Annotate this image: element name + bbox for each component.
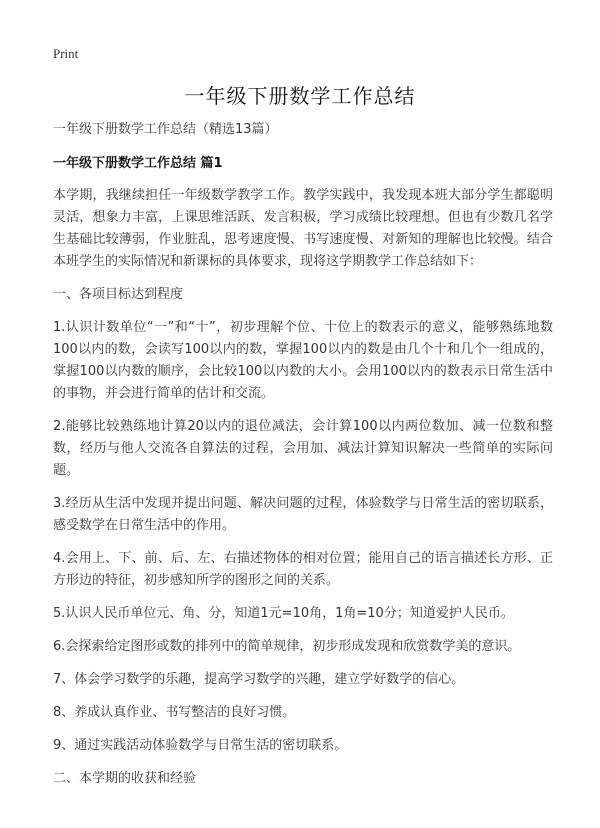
section-title-goals: 一、各项目标达到程度 — [53, 287, 184, 302]
page-title: 一年级下册数学工作总结 — [184, 84, 416, 108]
document-subtitle: 一年级下册数学工作总结（精选13篇） — [53, 122, 278, 137]
goal-item-4: 4.会用上、下、前、后、左、右描述物体的相对位置；能用自己的语言描述长方形、正方形边的特征，初步感知所学的图形之间的关系。 — [53, 551, 553, 588]
goal-item-1: 1.认识计数单位“一”和“十”，初步理解个位、十位上的数表示的意义，能够熟练地数100以内的数，会读写100以内的数，掌握100以内的数是由几个十和几个一组成的，掌握100以内数的顺序，会比较100以内数的大小。会用100以内的数表示日常生活中的事物，并会进行简单的估计和交流。 — [53, 320, 553, 401]
goal-item-9: 9、通过实践活动体验数学与日常生活的密切联系。 — [53, 738, 348, 753]
section-heading: 一年级下册数学工作总结 篇1 — [53, 156, 223, 171]
goal-item-5: 5.认识人民币单位元、角、分，知道1元=10角，1角=10分；知道爱护人民币。 — [53, 606, 514, 621]
intro-paragraph: 本学期，我继续担任一年级数学教学工作。教学实践中，我发现本班大部分学生都聪明灵活，想象力丰富，上课思维活跃、发言积极，学习成绩比较理想。但也有少数几名学生基础比较薄弱，作业脏乱，思考速度慢、书写速度慢、对新知的理解也比较慢。结合本班学生的实际情况和新课标的具体要求，现将这学期教学工作总结如下： — [53, 188, 553, 269]
goal-item-8: 8、养成认真作业、书写整洁的良好习惯。 — [53, 705, 296, 720]
goal-item-2: 2.能够比较熟练地计算20以内的退位减法，会计算100以内两位数加、减一位数和整数，经历与他人交流各自算法的过程，会用加、减法计算知识解决一些简单的实际问题。 — [53, 419, 553, 478]
goal-item-6: 6.会探索给定图形或数的排列中的简单规律，初步形成发现和欣赏数学美的意识。 — [53, 639, 521, 654]
goal-item-3: 3.经历从生活中发现并提出问题、解决问题的过程，体验数学与日常生活的密切联系，感受数学在日常生活中的作用。 — [53, 496, 553, 533]
section-title-experience: 二、本学期的收获和经验 — [53, 771, 197, 786]
print-link[interactable]: Print — [53, 46, 79, 61]
goal-item-7: 7、体会学习数学的乐趣，提高学习数学的兴趣，建立学好数学的信心。 — [53, 672, 465, 687]
document-body — [53, 120, 553, 801]
